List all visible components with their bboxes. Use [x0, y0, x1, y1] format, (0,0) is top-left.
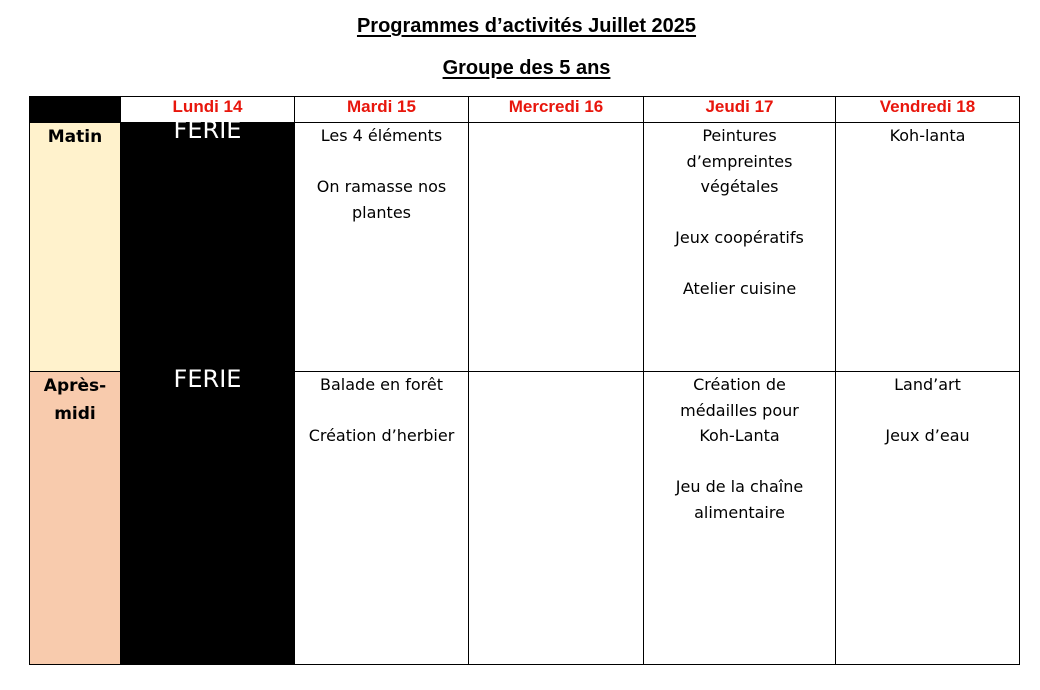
day-header-jeudi: Jeudi 17 [644, 97, 836, 123]
day-header-vendredi: Vendredi 18 [836, 97, 1020, 123]
day-header-mercredi: Mercredi 16 [469, 97, 644, 123]
page-subtitle: Groupe des 5 ans [442, 57, 611, 79]
activity-item: Balade en forêt [320, 375, 443, 394]
corner-cell [30, 97, 121, 123]
activity-item: Jeu de la chaîne alimentaire [675, 477, 804, 522]
activity-item: Jeux d’eau [885, 426, 970, 445]
activity-item: Création d’herbier [308, 426, 455, 445]
cell-morning-mardi [295, 123, 469, 372]
afternoon-label-line1: Après- [43, 376, 107, 396]
cell-morning-jeudi [644, 123, 836, 372]
cell-afternoon-jeudi [644, 372, 836, 665]
activity-item: Création de médailles pour Koh-Lanta [680, 375, 799, 445]
cell-morning-vendredi [836, 123, 1020, 372]
schedule-table [29, 96, 1020, 665]
page-title: Programmes d’activités Juillet 2025 [356, 15, 697, 37]
morning-label: Matin [47, 127, 103, 147]
activity-item: Koh-lanta [889, 126, 966, 145]
activity-item: On ramasse nos plantes [316, 177, 447, 222]
period-label-afternoon [30, 372, 121, 665]
afternoon-label-line2: midi [54, 404, 96, 424]
period-label-morning [30, 123, 121, 372]
holiday-cell-afternoon [121, 365, 295, 665]
activity-item: Les 4 éléments [320, 126, 443, 145]
cell-afternoon-mardi [295, 372, 469, 665]
activity-item: Atelier cuisine [682, 279, 797, 298]
cell-afternoon-mercredi [469, 372, 644, 665]
holiday-cell-morning [121, 116, 295, 372]
activity-item: Land’art [894, 375, 961, 394]
morning-row [30, 123, 1020, 372]
holiday-label: FERIE [173, 116, 242, 144]
holiday-label: FERIE [173, 365, 242, 393]
cell-afternoon-vendredi [836, 372, 1020, 665]
cell-morning-mercredi [469, 123, 644, 372]
activity-item: Peintures d’empreintes végétales [686, 126, 793, 196]
day-header-lundi: Lundi 14 [121, 97, 295, 123]
activity-item: Jeux coopératifs [675, 228, 804, 247]
day-header-mardi: Mardi 15 [295, 97, 469, 123]
afternoon-row [30, 372, 1020, 665]
